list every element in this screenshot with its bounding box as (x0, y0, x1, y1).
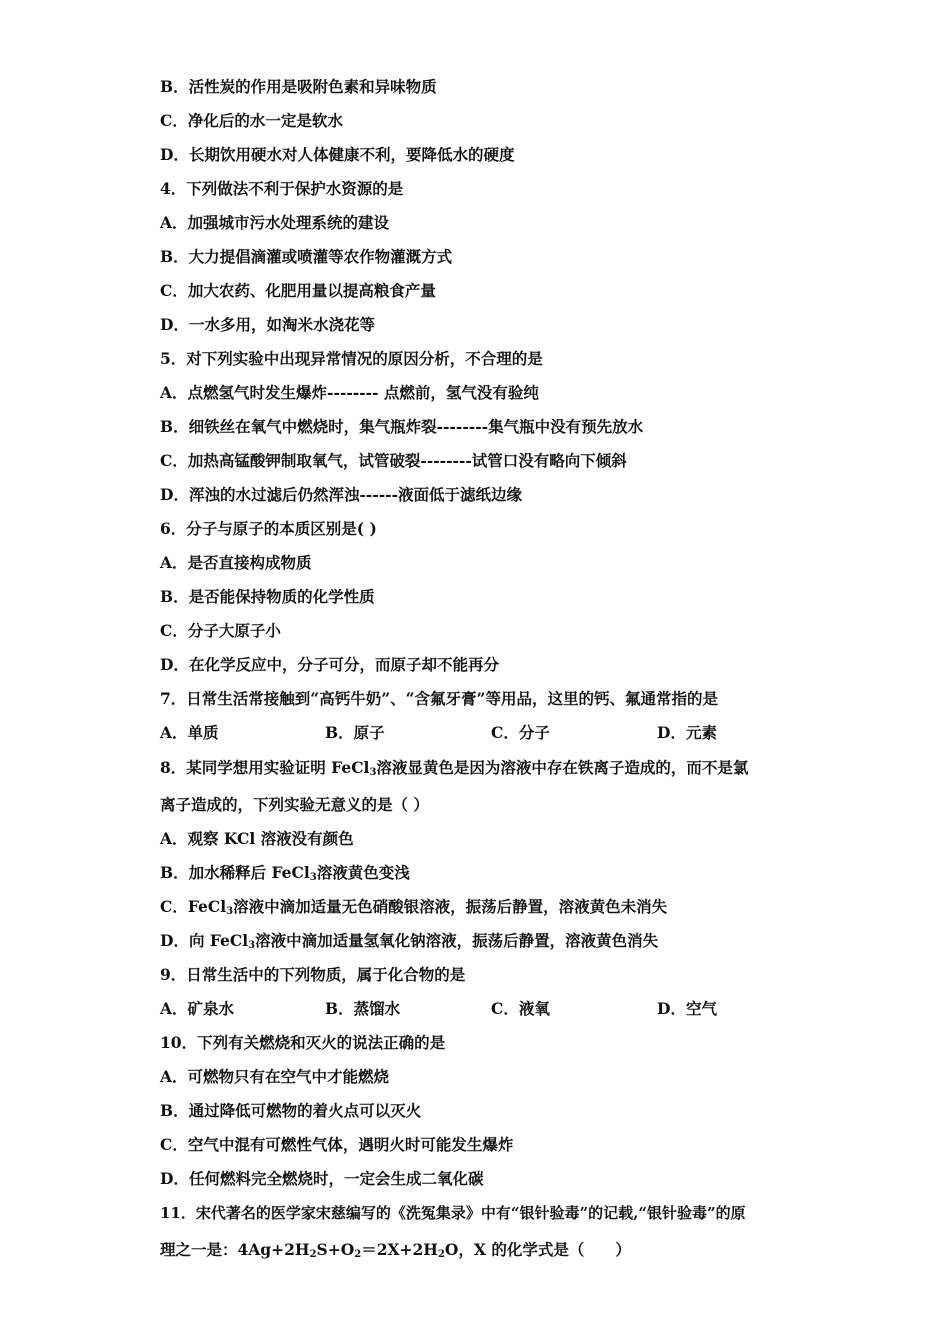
q10-option-c: C．空气中混有可燃性气体，遇明火时可能发生爆炸 (160, 1135, 514, 1154)
q6-option-a: A．是否直接构成物质 (160, 553, 312, 572)
q10-option-b: B．通过降低可燃物的着火点可以灭火 (160, 1101, 422, 1120)
q7-stem: 7．日常生活常接触到“高钙牛奶”、“含氟牙膏”等用品，这里的钙、氟通常指的是 (160, 689, 718, 708)
q7-option-b: B．原子 (325, 723, 385, 742)
q8-stem-line2: 离子造成的，下列实验无意义的是（ ） (160, 795, 429, 814)
q3-option-b: B．活性炭的作用是吸附色素和异味物质 (160, 77, 437, 96)
q8-option-d: D．向 FeCl$_3$溶液中滴加适量氢氧化钠溶液，振荡后静置，溶液黄色消失 (160, 931, 659, 951)
q6-option-c: C．分子大原子小 (160, 621, 281, 640)
q6-option-d: D．在化学反应中，分子可分，而原子却不能再分 (160, 655, 499, 674)
q3-option-c: C．净化后的水一定是软水 (160, 111, 343, 130)
q8-option-c: C．FeCl$_3$溶液中滴加适量无色硝酸银溶液，振荡后静置，溶液黄色未消失 (160, 897, 668, 917)
q5-option-a: A．点燃氢气时发生爆炸-------- 点燃前，氢气没有验纯 (160, 383, 539, 402)
q9-option-c: C．液氧 (491, 999, 550, 1018)
q8-option-b: B．加水稀释后 FeCl$_3$溶液黄色变浅 (160, 863, 410, 883)
q4-option-b: B．大力提倡滴灌或喷灌等农作物灌溉方式 (160, 247, 453, 266)
q4-option-c: C．加大农药、化肥用量以提高粮食产量 (160, 281, 436, 300)
q11-stem-equation: 理之一是：$4Ag+2H_2S+O_2=2X+2H_2O$，X 的化学式是（ ） (160, 1240, 631, 1260)
q7-option-c: C．分子 (491, 723, 550, 742)
q4-stem: 4．下列做法不利于保护水资源的是 (160, 179, 404, 198)
q9-option-d: D．空气 (657, 999, 717, 1018)
q5-stem: 5．对下列实验中出现异常情况的原因分析，不合理的是 (160, 349, 543, 368)
q7-option-d: D．元素 (657, 723, 717, 742)
q8-stem-line1: 8．某同学想用实验证明 FeCl$_3$溶液显黄色是因为溶液中存在铁离子造成的，而不是氯 (160, 758, 749, 778)
q10-option-d: D．任何燃料完全燃烧时，一定会生成二氧化碳 (160, 1169, 484, 1188)
q11-stem-line1: 11．宋代著名的医学家宋慈编写的《洗冤集录》中有“银针验毒”的记载,“银针验毒”的原 (160, 1204, 746, 1222)
q3-option-d: D．长期饮用硬水对人体健康不利，要降低水的硬度 (160, 145, 515, 164)
q9-stem: 9．日常生活中的下列物质，属于化合物的是 (160, 965, 466, 984)
q5-option-c: C．加热高锰酸钾制取氧气，试管破裂--------试管口没有略向下倾斜 (160, 451, 627, 470)
q10-stem: 10．下列有关燃烧和灭火的说法正确的是 (160, 1033, 446, 1052)
q9-option-a: A．矿泉水 (160, 999, 235, 1018)
q6-option-b: B．是否能保持物质的化学性质 (160, 587, 375, 606)
q6-stem: 6．分子与原子的本质区别是( ) (160, 519, 377, 538)
q4-option-a: A．加强城市污水处理系统的建设 (160, 213, 390, 232)
q7-option-a: A．单质 (160, 723, 219, 742)
q9-option-b: B．蒸馏水 (325, 999, 401, 1018)
q4-option-d: D．一水多用，如淘米水浇花等 (160, 315, 375, 334)
q5-option-d: D．浑浊的水过滤后仍然浑浊------液面低于滤纸边缘 (160, 485, 523, 504)
q5-option-b: B．细铁丝在氧气中燃烧时，集气瓶炸裂--------集气瓶中没有预先放水 (160, 417, 644, 436)
q10-option-a: A．可燃物只有在空气中才能燃烧 (160, 1067, 390, 1086)
q8-option-a: A．观察 KCl 溶液没有颜色 (160, 829, 354, 848)
